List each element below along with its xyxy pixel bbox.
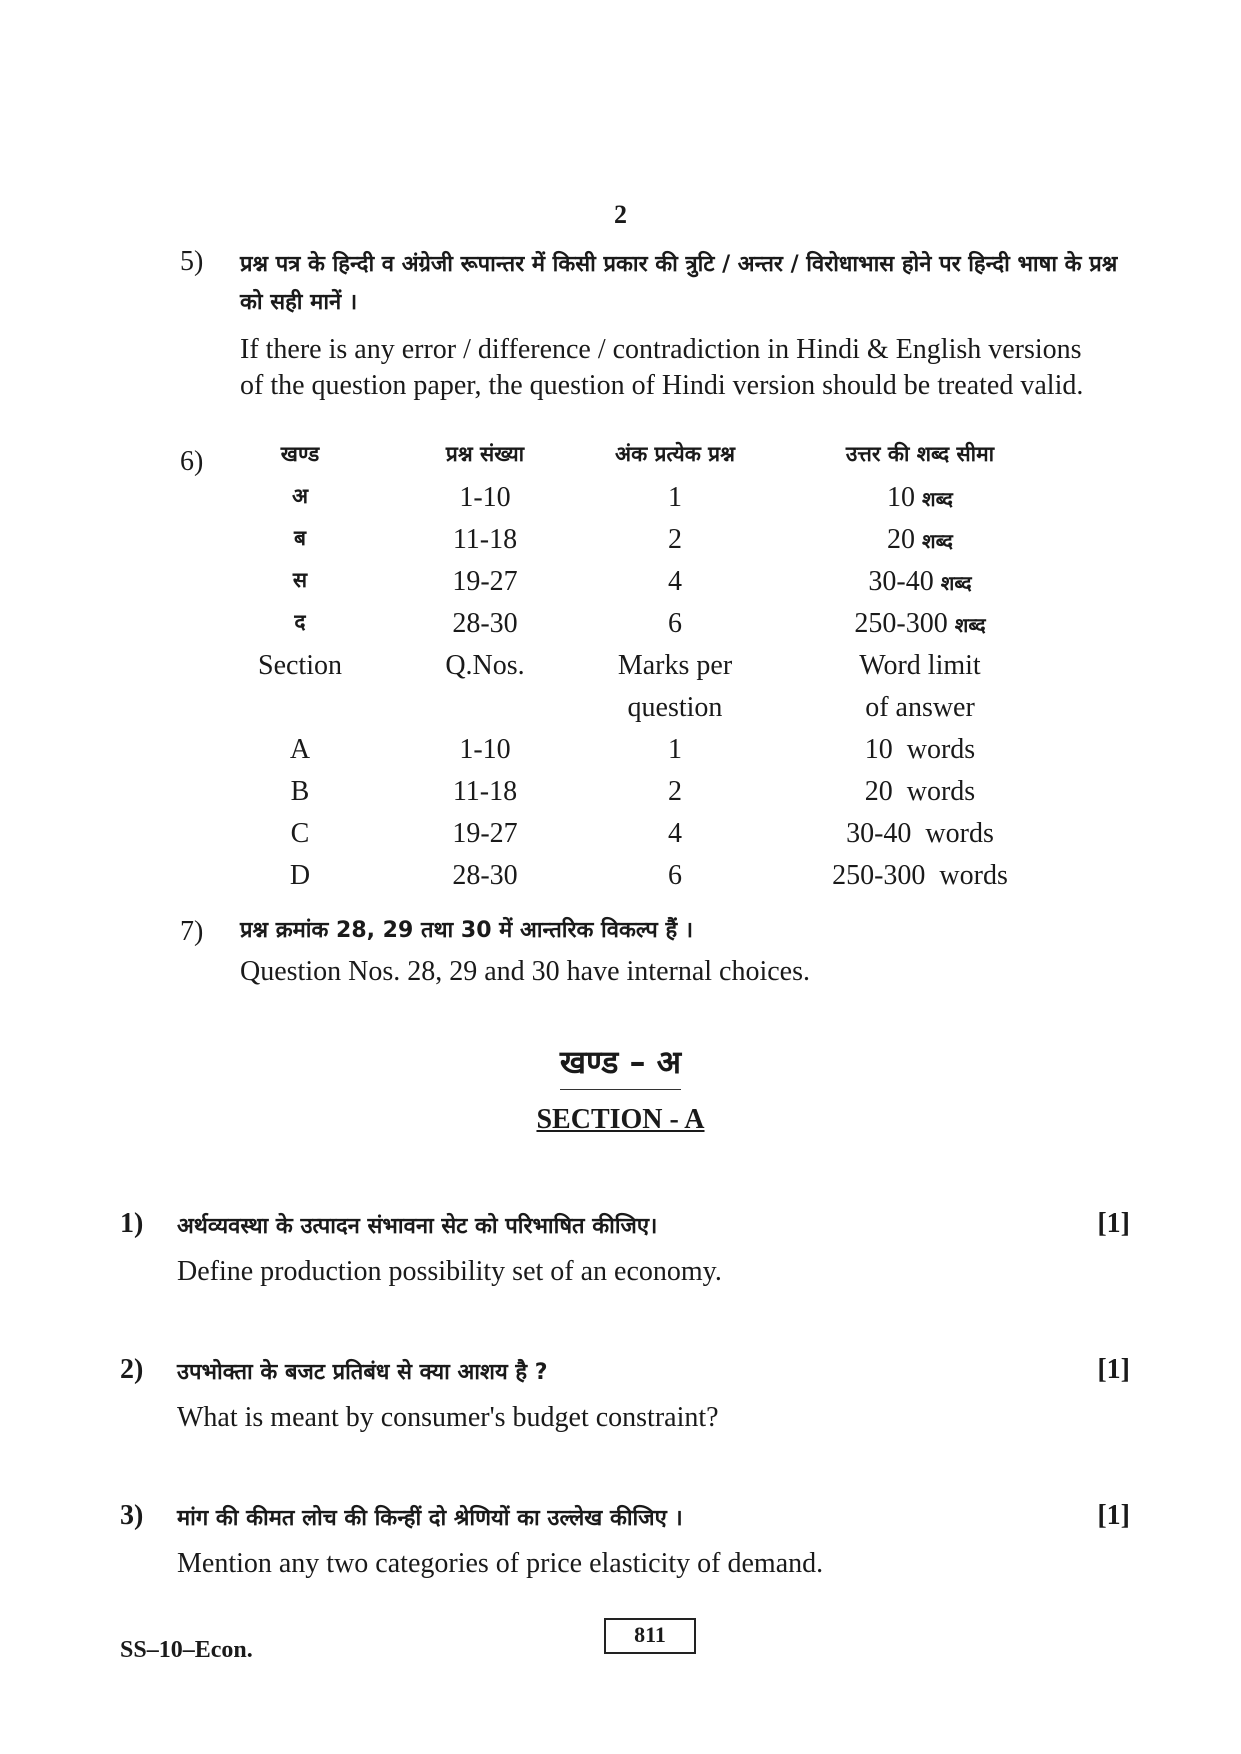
table-cell: 1 — [668, 482, 682, 513]
table-cell: 1 — [668, 734, 682, 765]
table-cell: 1-10 — [459, 482, 511, 513]
table-cell — [775, 482, 1065, 514]
question-number: 1) — [120, 1208, 144, 1239]
question-marks: [1] — [1097, 1354, 1130, 1385]
table-cell: 10 words — [864, 734, 976, 765]
table-cell: D — [289, 860, 311, 891]
instruction-7-hindi: प्रश्न क्रमांक 28, 29 तथा 30 में आन्तरिक विकल्प हैं । — [240, 918, 694, 943]
table-header-cell: of answer — [865, 692, 975, 723]
table-cell: 11-18 — [452, 524, 518, 555]
instruction-number: 7) — [180, 916, 204, 947]
question-marks: [1] — [1097, 1208, 1130, 1239]
table-header-cell: खण्ड — [280, 442, 320, 466]
table-cell: 6 — [668, 860, 682, 891]
table-cell: 19-27 — [452, 566, 518, 597]
table-cell: 11-18 — [452, 776, 518, 807]
word-unit: शब्द — [954, 613, 986, 637]
question-number: 2) — [120, 1354, 144, 1385]
table-cell: 28-30 — [452, 860, 518, 891]
word-count: 20 — [887, 524, 916, 555]
table-header-cell: Marks per — [617, 650, 733, 681]
table-header-cell: question — [627, 692, 723, 723]
table-cell — [775, 524, 1065, 556]
table-cell — [775, 566, 1065, 598]
question-hindi: उपभोक्ता के बजट प्रतिबंध से क्या आशय है ? — [177, 1360, 548, 1385]
instruction-number: 6) — [180, 446, 204, 477]
table-cell: 250-300 words — [832, 860, 1008, 891]
table-cell: स — [292, 568, 308, 592]
word-unit: शब्द — [922, 487, 953, 511]
page-number: 2 — [614, 200, 627, 229]
footer-paper-code: 811 — [604, 1618, 696, 1654]
question-number: 3) — [120, 1500, 144, 1531]
question-marks: [1] — [1097, 1500, 1130, 1531]
table-cell: C — [290, 818, 310, 849]
section-heading-english: SECTION - A — [536, 1104, 705, 1135]
question-english: What is meant by consumer's budget constraint? — [177, 1402, 719, 1433]
word-unit: शब्द — [922, 529, 953, 553]
word-unit: शब्द — [940, 571, 972, 595]
question-english: Mention any two categories of price elasticity of demand. — [177, 1548, 824, 1579]
table-header-cell: प्रश्न संख्या — [445, 442, 525, 466]
question-hindi: अर्थव्यवस्था के उत्पादन संभावना सेट को परिभाषित कीजिए। — [177, 1214, 658, 1239]
instruction-number: 5) — [180, 246, 204, 277]
question-hindi: मांग की कीमत लोच की किन्हीं दो श्रेणियों का उल्लेख कीजिए । — [177, 1506, 683, 1531]
table-header-cell: अंक प्रत्येक प्रश्न — [615, 442, 735, 466]
table-header-cell: Q.Nos. — [445, 650, 525, 681]
table-cell: 20 words — [864, 776, 976, 807]
instruction-7-english: Question Nos. 28, 29 and 30 have internal choices. — [240, 956, 810, 987]
table-header-cell: उत्तर की शब्द सीमा — [845, 442, 995, 466]
table-cell: A — [289, 734, 311, 765]
table-cell: 4 — [668, 566, 682, 597]
table-cell: 30-40 words — [846, 818, 994, 849]
table-cell: B — [290, 776, 310, 807]
word-count: 30-40 — [868, 566, 934, 597]
instruction-5-english — [240, 332, 1140, 404]
instruction-5-english-line1: If there is any error / difference / contradiction in Hindi & English versions — [240, 334, 1082, 365]
table-cell — [775, 608, 1065, 640]
table-cell: 1-10 — [459, 734, 511, 765]
instruction-5 — [240, 246, 1140, 404]
section-heading-hindi: खण्ड – अ — [560, 1040, 681, 1090]
table-cell: 28-30 — [452, 608, 518, 639]
footer-subject-code: SS–10–Econ. — [120, 1637, 253, 1663]
table-cell: ब — [294, 526, 306, 550]
instruction-5-english-line2: of the question paper, the question of Hindi version should be treated valid. — [240, 370, 1084, 401]
question-english: Define production possibility set of an economy. — [177, 1256, 722, 1287]
word-count: 250-300 — [854, 608, 948, 639]
section-heading — [0, 1040, 1241, 1136]
table-header-cell: Section — [258, 650, 342, 681]
word-count: 10 — [887, 482, 916, 513]
instruction-5-hindi: प्रश्न पत्र के हिन्दी व अंग्रेजी रूपान्तर में किसी प्रकार की त्रुटि / अन्तर / विरोधाभास होने पर हिन्दी भाषा के प्रश्न को सही मानें । — [240, 252, 1118, 315]
table-cell: 19-27 — [452, 818, 518, 849]
table-cell: अ — [291, 484, 309, 508]
table-cell: 2 — [668, 776, 682, 807]
instruction-7 — [240, 914, 1140, 988]
table-cell: 2 — [668, 524, 682, 555]
table-cell: 6 — [668, 608, 682, 639]
table-cell: 4 — [668, 818, 682, 849]
table-header-cell: Word limit — [859, 650, 981, 681]
table-cell: द — [294, 610, 306, 634]
